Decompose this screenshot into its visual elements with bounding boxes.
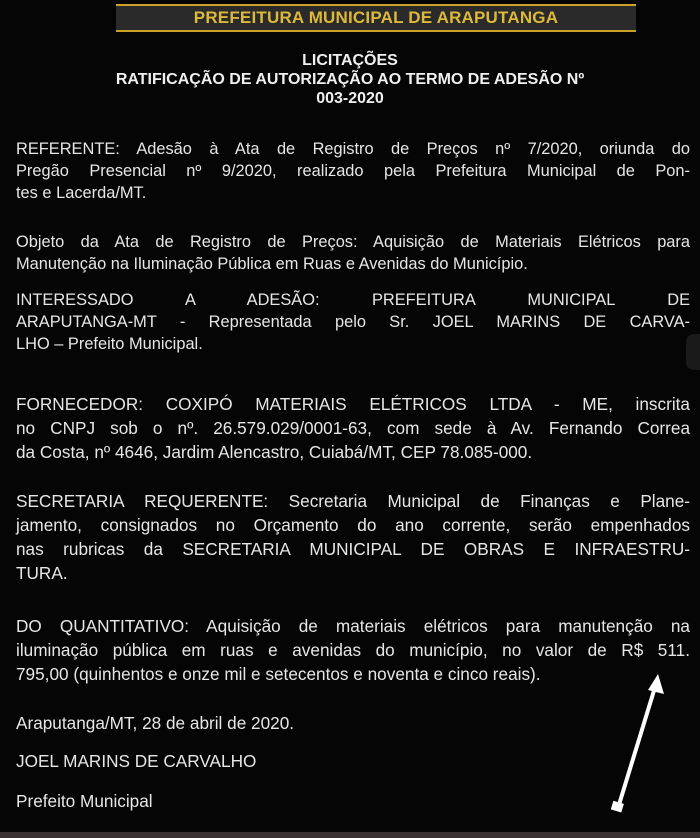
text-line: jamento, consignados no Orçamento do ano corrente, serão empenhados [16,515,690,535]
title-main: RATIFICAÇÃO DE AUTORIZAÇÃO AO TERMO DE ADESÃO Nº [115,71,585,88]
document-title [0,51,700,108]
signatory-role: Prefeito Municipal [16,791,153,811]
arrow-annotation-icon [600,670,680,820]
text-line: TURA. [16,563,68,583]
signatory-name: JOEL MARINS DE CARVALHO [16,751,257,771]
text-line: tes e Lacerda/MT. [16,184,147,202]
text-line: iluminação pública em ruas e avenidas do município, no valor de R$ 511. [16,640,690,660]
paragraph-fornecedor [16,392,690,464]
text-line: REFERENTE: Adesão à Ata de Registro de Preços nº 7/2020, oriunda do [16,140,690,158]
bottom-divider [0,832,700,838]
text-line: INTERESSADO A ADESÃO: PREFEITURA MUNICIPAL DE [16,291,690,309]
text-line: da Costa, nº 4646, Jardim Alencastro, Cuiabá/MT, CEP 78.085-000. [16,442,533,462]
paragraph-objeto [16,231,690,275]
location-date: Araputanga/MT, 28 de abril de 2020. [16,713,295,733]
text-line: Manutenção na Iluminação Pública em Ruas e Avenidas do Município. [16,255,528,273]
text-line: Objeto da Ata de Registro de Preços: Aquisição de Materiais Elétricos para [16,233,690,251]
text-line: LHO – Prefeito Municipal. [16,335,203,353]
text-line: SECRETARIA REQUERENTE: Secretaria Municipal de Finanças e Plane- [16,491,690,511]
paragraph-interessado [16,289,690,355]
edge-notch [686,334,700,370]
text-line: 795,00 (quinhentos e onze mil e setecentos e noventa e cinco reais). [16,664,541,684]
title-number: 003-2020 [316,90,384,107]
text-line: DO QUANTITATIVO: Aquisição de materiais elétricos para manutenção na [16,616,690,636]
text-line: nas rubricas da SECRETARIA MUNICIPAL DE OBRAS E INFRAESTRU- [16,539,690,559]
text-line: no CNPJ sob o nº. 26.579.029/0001-63, com sede à Av. Fernando Correa [16,418,690,438]
paragraph-referente [16,138,690,204]
text-line: FORNECEDOR: COXIPÓ MATERIAIS ELÉTRICOS LTDA - ME, inscrita [16,394,690,414]
paragraph-quantitativo [16,614,690,686]
text-line: ARAPUTANGA-MT - Representada pelo Sr. JOEL MARINS DE CARVA- [16,313,690,331]
title-section: LICITAÇÕES [302,52,398,69]
header-banner [116,4,636,32]
municipality-name: PREFEITURA MUNICIPAL DE ARAPUTANGA [193,8,559,27]
paragraph-secretaria [16,489,690,585]
text-line: Pregão Presencial nº 9/2020, realizado pela Prefeitura Municipal de Pon- [16,162,690,180]
